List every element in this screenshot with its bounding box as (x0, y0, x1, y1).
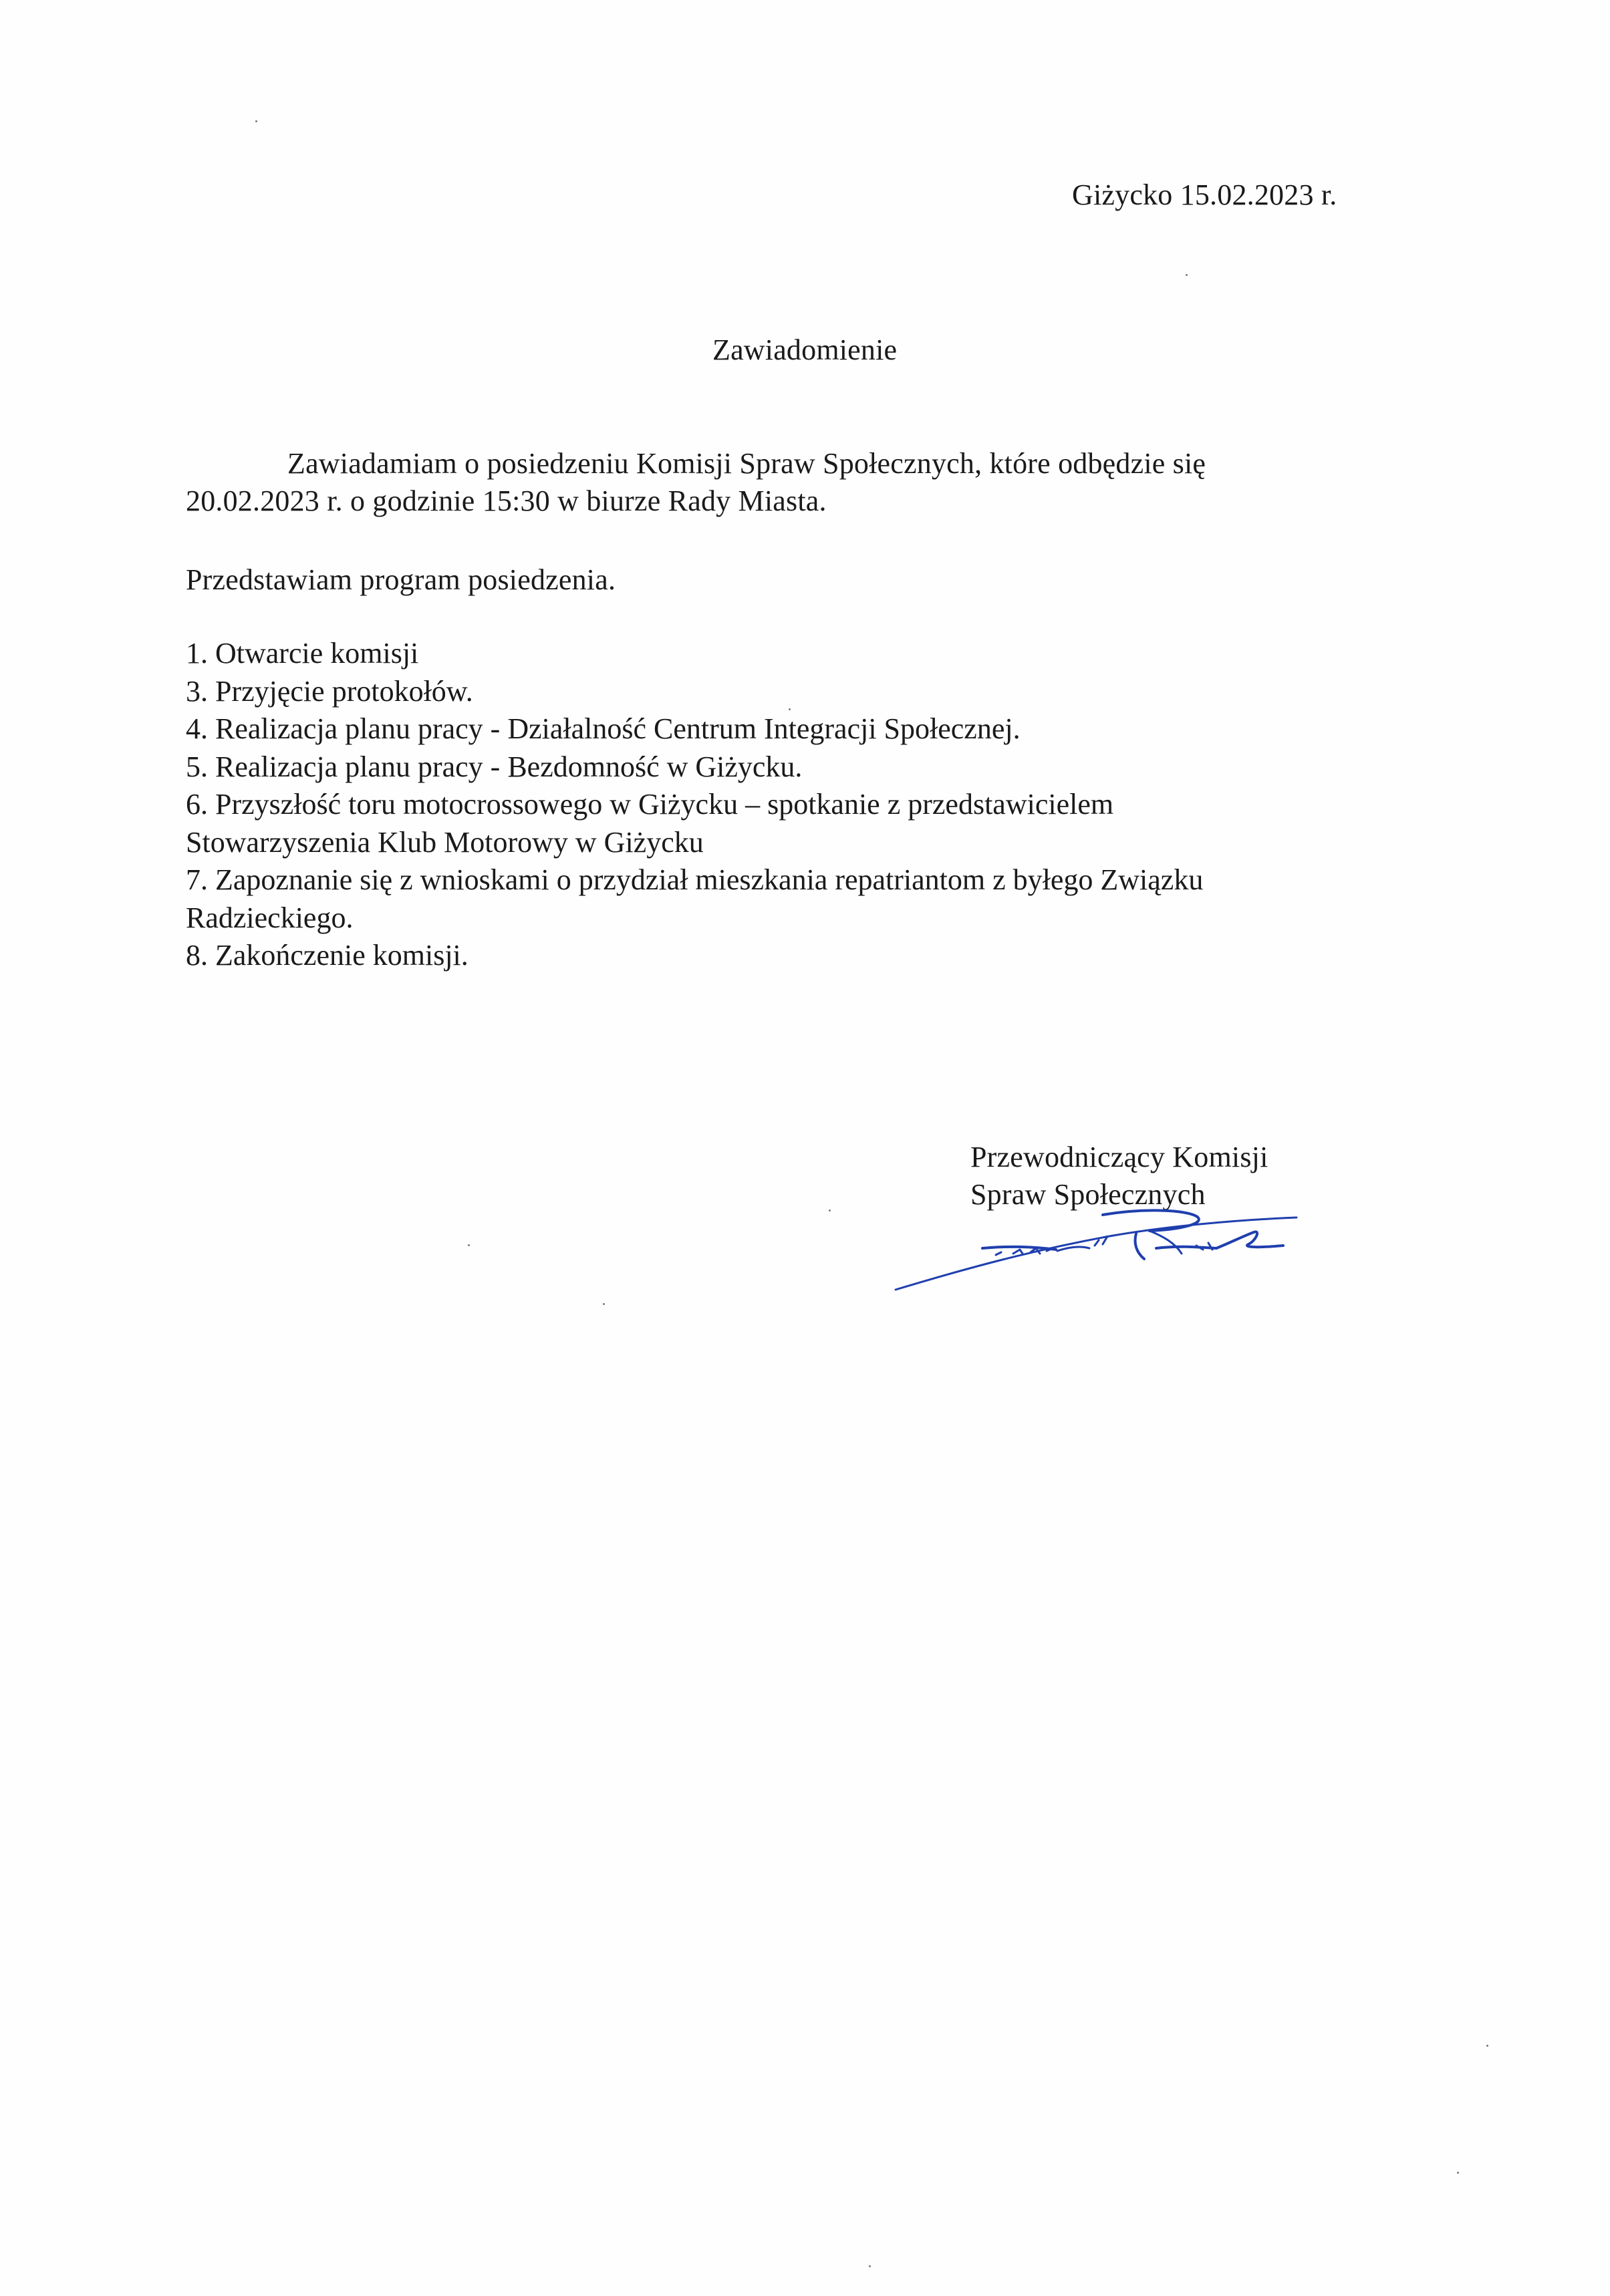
intro-line-2: 20.02.2023 r. o godzinie 15:30 w biurze Rady Miasta. (186, 484, 827, 517)
agenda-item: Stowarzyszenia Klub Motorowy w Giżycku (186, 825, 704, 859)
place-date: Giżycko 15.02.2023 r. (1072, 178, 1337, 211)
agenda-item: 7. Zapoznanie się z wnioskami o przydział mieszkania repatriantom z byłego Związku (186, 863, 1204, 896)
scan-speck (255, 120, 257, 122)
scan-speck (1186, 274, 1188, 276)
intro-line-1: Zawiadamiam o posiedzeniu Komisji Spraw Społecznych, które odbędzie się (287, 447, 1206, 480)
signatory-committee: Spraw Społecznych (970, 1178, 1206, 1211)
agenda-item: 8. Zakończenie komisji. (186, 939, 468, 972)
handwritten-signature (882, 1189, 1390, 1296)
agenda-item: Radzieckiego. (186, 901, 354, 934)
scan-speck (789, 708, 791, 710)
scan-speck (869, 2265, 871, 2267)
intro-paragraph (186, 445, 1206, 520)
scan-speck (829, 1209, 831, 1211)
program-intro: Przedstawiam program posiedzenia. (186, 563, 616, 596)
agenda-item: 1. Otwarcie komisji (186, 637, 419, 670)
agenda-list (186, 635, 1203, 975)
scan-speck (1486, 2045, 1488, 2047)
scan-speck (1457, 2172, 1459, 2174)
agenda-item: 4. Realizacja planu pracy - Działalność Centrum Integracji Społecznej. (186, 712, 1021, 745)
scan-speck (603, 1303, 605, 1305)
scan-speck (468, 1244, 470, 1246)
agenda-item: 5. Realizacja planu pracy - Bezdomność w Giżycku. (186, 750, 803, 783)
document-title: Zawiadomienie (712, 333, 898, 366)
agenda-item: 6. Przyszłość toru motocrossowego w Giżycku – spotkanie z przedstawicielem (186, 788, 1114, 821)
agenda-item: 3. Przyjęcie protokołów. (186, 674, 473, 708)
signatory-title: Przewodniczący Komisji (970, 1141, 1268, 1173)
